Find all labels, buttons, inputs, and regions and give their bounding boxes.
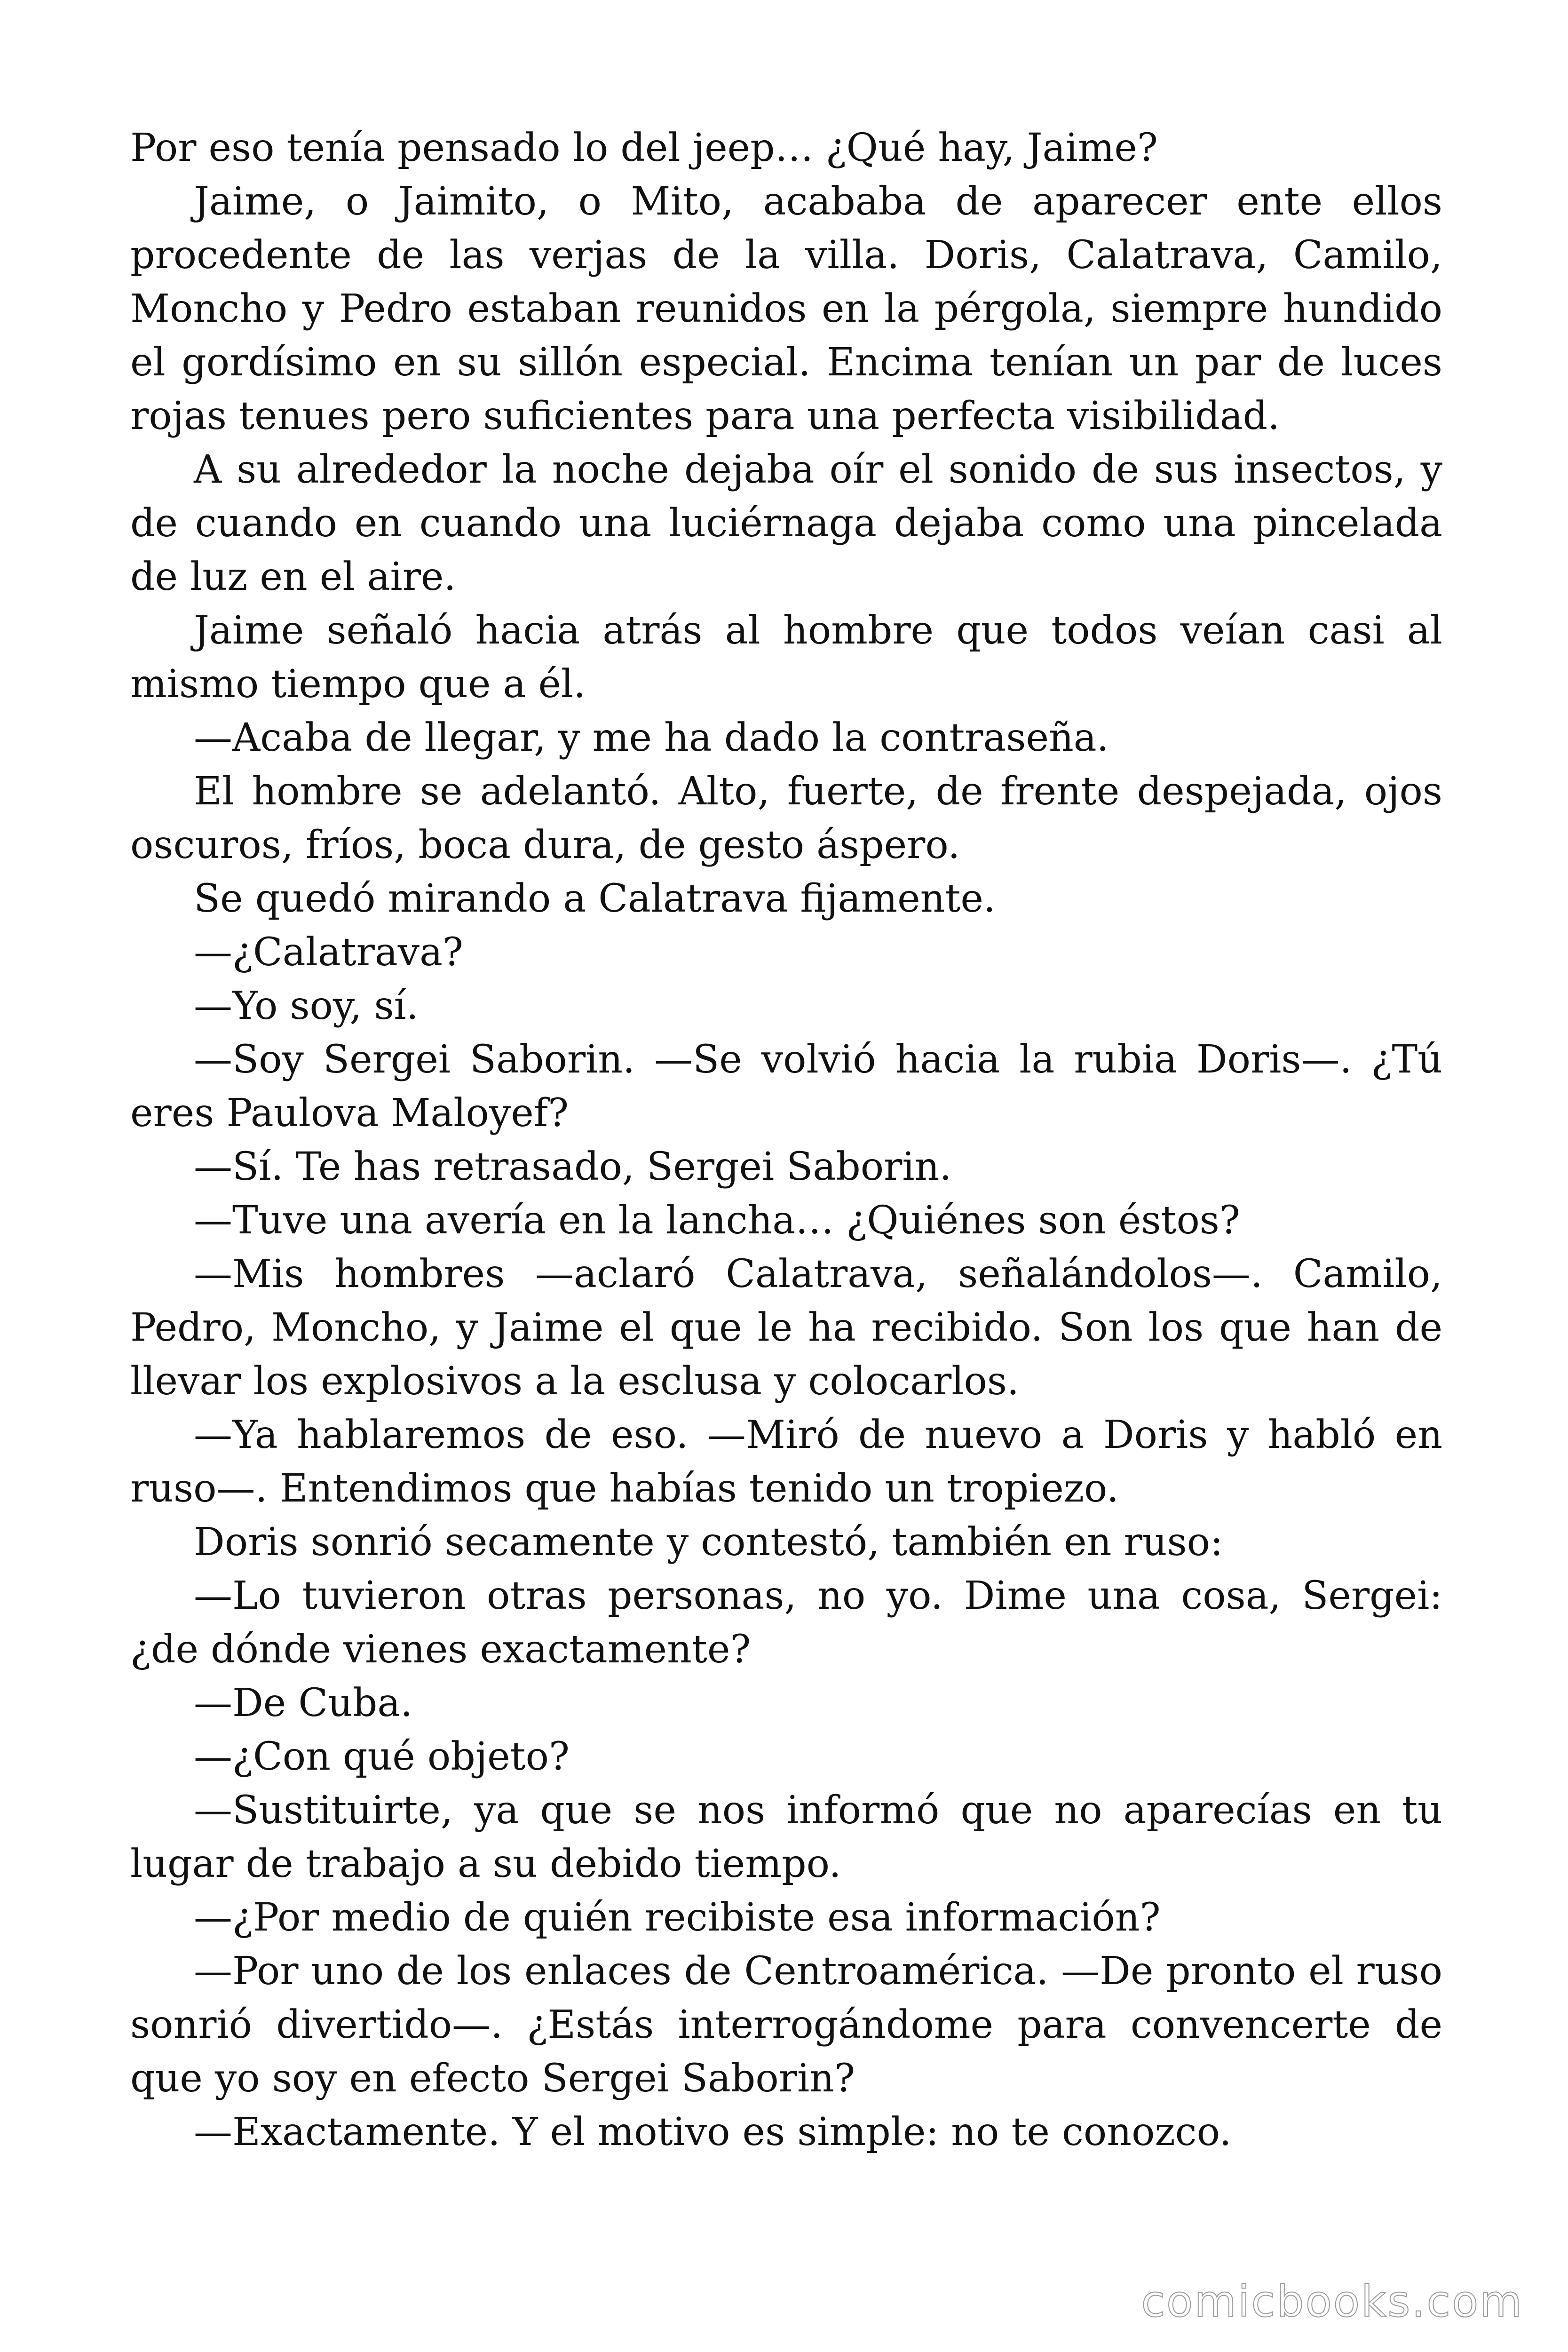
dialogue-line: —¿Calatrava? xyxy=(194,930,463,975)
dialogue-line: —Sustituirte, ya que se nos informó que no aparecías en tu lugar de trabajo a su debido tiempo. xyxy=(130,1788,1442,1886)
dialogue-line: —Sí. Te has retrasado, Sergei Saborin. xyxy=(194,1144,952,1189)
paragraph: Jaime, o Jaimito, o Mito, acababa de aparecer ente ellos procedente de las verjas de la villa. Doris, Calatrava, Camilo, Moncho y Pedro estaban reunidos en la pérgola, siempre hundido el gordísimo en su sillón especial. Encima tenían un par de luces rojas tenues pero suficientes para una perfecta visibilidad. xyxy=(130,179,1442,438)
dialogue-line: —Ya hablaremos de eso. —Miró de nuevo a Doris y habló en ruso—. Entendimos que habías tenido un tropiezo. xyxy=(130,1413,1442,1511)
dialogue-line: —Acaba de llegar, y me ha dado la contraseña. xyxy=(194,715,1109,760)
dialogue-line: —Tuve una avería en la lancha… ¿Quiénes son éstos? xyxy=(194,1198,1240,1243)
dialogue-line: —De Cuba. xyxy=(194,1681,413,1725)
dialogue-line: —Exactamente. Y el motivo es simple: no te conozco. xyxy=(194,2110,1232,2154)
dialogue-line: —¿Con qué objeto? xyxy=(194,1734,570,1779)
paragraph: El hombre se adelantó. Alto, fuerte, de frente despejada, ojos oscuros, fríos, boca dura, de gesto áspero. xyxy=(130,769,1442,867)
page-body-text xyxy=(130,121,1442,2159)
dialogue-line: —Por uno de los enlaces de Centroamérica. —De pronto el ruso sonrió divertido—. ¿Estás interrogándome para convencerte de que yo soy en efecto Sergei Saborin? xyxy=(130,1949,1442,2101)
paragraph: Por eso tenía pensado lo del jeep… ¿Qué hay, Jaime? xyxy=(130,126,1158,170)
paragraph: Se quedó mirando a Calatrava fijamente. xyxy=(194,876,996,921)
dialogue-line: —Yo soy, sí. xyxy=(194,984,419,1028)
site-watermark: comicbooks.com xyxy=(1141,2276,1523,2327)
dialogue-line: —Mis hombres —aclaró Calatrava, señalándolos—. Camilo, Pedro, Moncho, y Jaime el que le ha recibido. Son los que han de llevar los explosivos a la esclusa y colocarlos. xyxy=(130,1252,1442,1404)
dialogue-line: —Lo tuvieron otras personas, no yo. Dime una cosa, Sergei: ¿de dónde vienes exactamente? xyxy=(130,1573,1442,1672)
paragraph: A su alrededor la noche dejaba oír el sonido de sus insectos, y de cuando en cuando una luciérnaga dejaba como una pincelada de luz en el aire. xyxy=(130,447,1442,599)
paragraph: Jaime señaló hacia atrás al hombre que todos veían casi al mismo tiempo que a él. xyxy=(130,608,1442,707)
paragraph: Doris sonrió secamente y contestó, también en ruso: xyxy=(194,1520,1223,1565)
dialogue-line: —Soy Sergei Saborin. —Se volvió hacia la rubia Doris—. ¿Tú eres Paulova Maloyef? xyxy=(130,1037,1442,1136)
dialogue-line: —¿Por medio de quién recibiste esa información? xyxy=(194,1895,1161,1940)
